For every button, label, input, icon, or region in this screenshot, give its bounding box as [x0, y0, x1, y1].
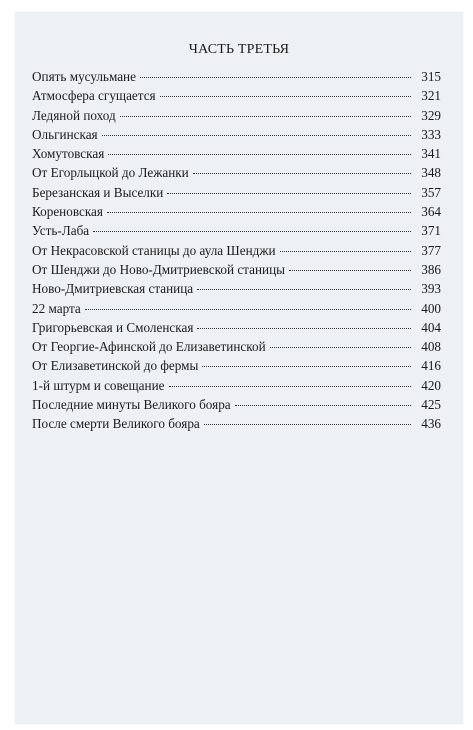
toc-entry-page: 315: [421, 69, 441, 84]
toc-entry: [32, 163, 441, 182]
toc-entry-page: 393: [421, 281, 441, 297]
toc-entry-page: 348: [421, 165, 441, 181]
dot-leader: [204, 424, 411, 425]
toc-entry: [32, 202, 441, 221]
toc-entry-page: 400: [421, 300, 441, 316]
dot-leader: [289, 270, 411, 271]
dot-leader: [107, 212, 411, 213]
toc-entry-page: 436: [421, 416, 441, 432]
toc-entry-page: 377: [421, 242, 441, 258]
toc-entry: [32, 144, 441, 163]
toc-entry-page: 364: [421, 204, 441, 220]
toc-entry-page: 357: [421, 184, 441, 200]
toc-entry-title: От Шенджи до Ново-Дмитриевской станицы: [32, 261, 285, 277]
toc-entry-title: От Георгие-Афинской до Елизаветинской: [32, 339, 266, 355]
toc-entry-page: 425: [421, 397, 441, 413]
toc-entry-title: Березанская и Выселки: [32, 184, 164, 200]
toc-entry-title: От Некрасовской станицы до аула Шенджи: [32, 242, 276, 258]
toc-entry-title: Атмосфера сгущается: [32, 88, 156, 104]
toc-entry-title: Последние минуты Великого бояра: [32, 397, 231, 413]
book-page: [15, 12, 463, 724]
toc-entry-title: Усть-Лаба: [32, 223, 90, 239]
toc-entry: [32, 318, 441, 337]
toc-entry-title: Хомутовская: [32, 146, 105, 162]
dot-leader: [160, 96, 411, 97]
toc-entry: [32, 183, 441, 202]
dot-leader: [193, 173, 411, 174]
dot-leader: [202, 366, 411, 367]
toc-entry: [32, 67, 441, 86]
toc-entry: [32, 395, 441, 414]
toc-entry-title: От Егорлыцкой до Лежанки: [32, 165, 189, 181]
toc-entry-page: 333: [421, 126, 441, 142]
toc-entry-page: 408: [421, 339, 441, 355]
toc-entry: [32, 221, 441, 240]
toc-entry-title: От Елизаветинской до фермы: [32, 358, 199, 374]
toc-entry-title: Кореновская: [32, 204, 103, 220]
toc-entry-title: Опять мусульмане: [32, 69, 136, 84]
toc-entry: [32, 125, 441, 144]
toc-entry: [32, 106, 441, 125]
toc-entry-page: 386: [421, 261, 441, 277]
toc-entry-page: 416: [421, 358, 441, 374]
toc-entry: [32, 356, 441, 375]
dot-leader: [140, 77, 411, 78]
dot-leader: [280, 251, 411, 252]
toc-entry: [32, 241, 441, 260]
toc-entry-title: 22 марта: [32, 300, 81, 316]
dot-leader: [108, 154, 411, 155]
toc-entry-title: Ледяной поход: [32, 107, 116, 123]
dot-leader: [197, 328, 411, 329]
dot-leader: [120, 116, 411, 117]
section-heading: ЧАСТЬ ТРЕТЬЯ: [188, 42, 290, 57]
dot-leader: [85, 309, 411, 310]
toc-entry-title: Григорьевская и Смоленская: [32, 319, 194, 335]
dot-leader: [169, 386, 412, 387]
toc-entry-title: Ново-Дмитриевская станица: [32, 281, 194, 297]
table-of-contents: [32, 67, 441, 434]
toc-entry-page: 321: [421, 88, 441, 104]
toc-entry: [32, 376, 441, 395]
toc-entry: [32, 279, 441, 298]
toc-entry-title: Ольгинская: [32, 126, 98, 142]
toc-entry-page: 420: [421, 377, 441, 393]
toc-entry: [32, 414, 441, 433]
dot-leader: [270, 347, 411, 348]
toc-entry-title: После смерти Великого бояра: [32, 416, 200, 432]
toc-entry-page: 341: [421, 146, 441, 162]
toc-entry-page: 329: [421, 107, 441, 123]
dot-leader: [235, 405, 411, 406]
toc-entry: [32, 337, 441, 356]
toc-entry-page: 404: [421, 319, 441, 335]
dot-leader: [102, 135, 411, 136]
dot-leader: [197, 289, 411, 290]
toc-entry-page: 371: [421, 223, 441, 239]
toc-entry-title: 1-й штурм и совещание: [32, 377, 165, 393]
toc-entry: [32, 299, 441, 318]
dot-leader: [93, 231, 411, 232]
toc-entry: [32, 86, 441, 105]
dot-leader: [167, 193, 411, 194]
toc-entry: [32, 260, 441, 279]
